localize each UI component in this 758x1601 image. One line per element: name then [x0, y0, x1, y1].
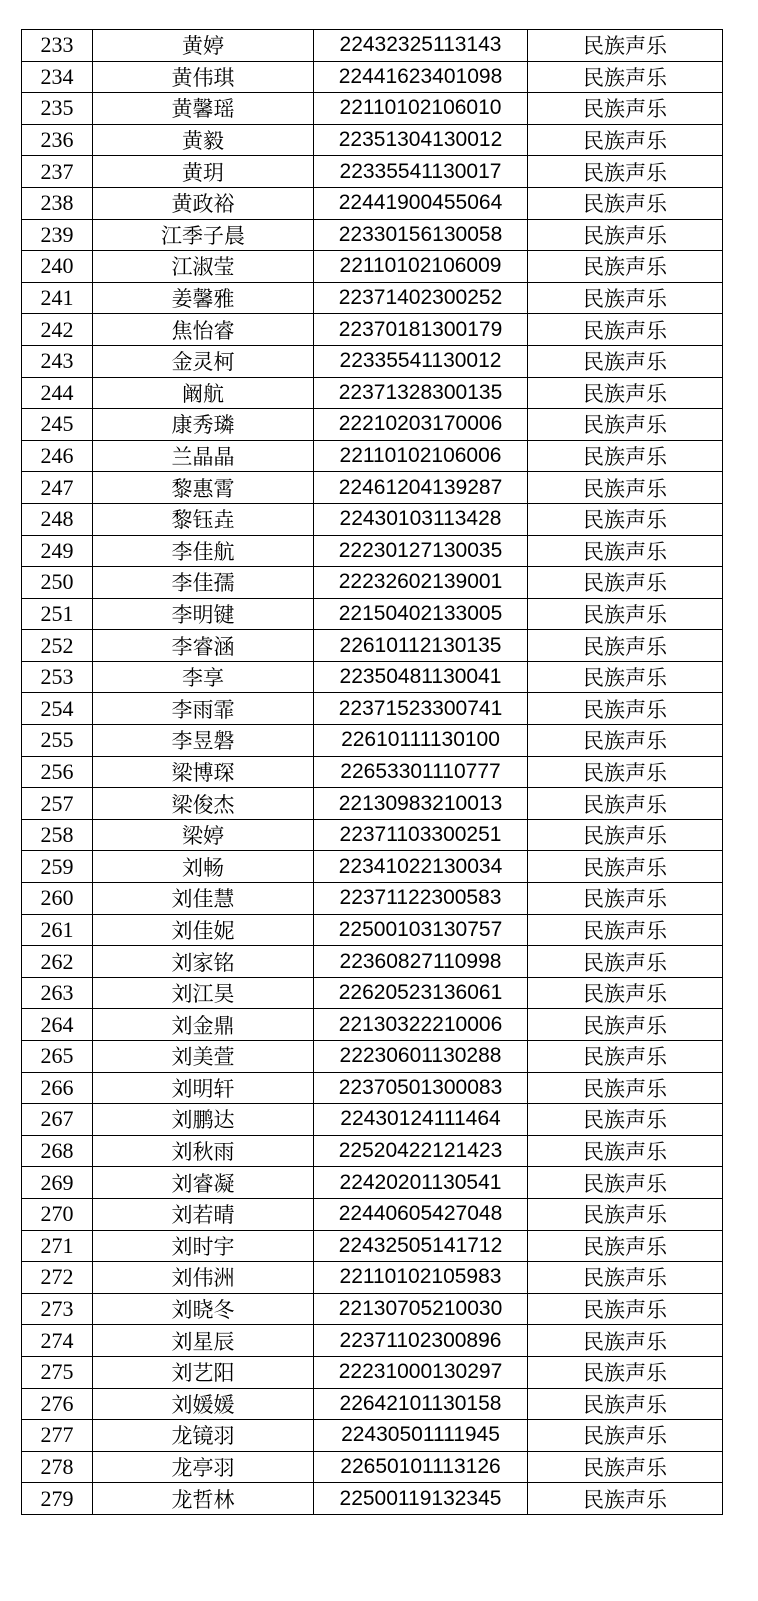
row-number: 274: [22, 1325, 93, 1357]
table-row: [22, 1104, 723, 1136]
row-number: 249: [22, 535, 93, 567]
major-name: 民族声乐: [528, 693, 723, 725]
table-row: [22, 1420, 723, 1452]
candidate-id: 22110102106006: [314, 440, 528, 472]
candidate-name: 李明键: [93, 598, 314, 630]
candidate-name: 李睿涵: [93, 630, 314, 662]
candidate-id: 22341022130034: [314, 851, 528, 883]
major-name: 民族声乐: [528, 156, 723, 188]
candidate-name: 刘时宇: [93, 1230, 314, 1262]
table-row: [22, 345, 723, 377]
candidate-name: 黄伟琪: [93, 61, 314, 93]
candidate-id: 22110102106009: [314, 251, 528, 283]
major-name: 民族声乐: [528, 567, 723, 599]
candidate-id: 22230127130035: [314, 535, 528, 567]
major-name: 民族声乐: [528, 61, 723, 93]
major-name: 民族声乐: [528, 946, 723, 978]
candidate-name: 金灵柯: [93, 345, 314, 377]
major-name: 民族声乐: [528, 282, 723, 314]
table-row: [22, 124, 723, 156]
row-number: 244: [22, 377, 93, 409]
row-number: 273: [22, 1293, 93, 1325]
table-row: [22, 377, 723, 409]
table-row: [22, 630, 723, 662]
candidate-name: 龙镜羽: [93, 1420, 314, 1452]
candidate-name: 刘美萱: [93, 1041, 314, 1073]
candidate-name: 姜馨雅: [93, 282, 314, 314]
candidate-name: 刘媛媛: [93, 1388, 314, 1420]
candidate-name: 黄婷: [93, 30, 314, 62]
row-number: 237: [22, 156, 93, 188]
candidate-id: 22432505141712: [314, 1230, 528, 1262]
candidate-id: 22110102105983: [314, 1262, 528, 1294]
row-number: 243: [22, 345, 93, 377]
candidate-name: 焦怡睿: [93, 314, 314, 346]
candidate-id: 22441623401098: [314, 61, 528, 93]
candidate-id: 22371523300741: [314, 693, 528, 725]
table-row: [22, 883, 723, 915]
row-number: 259: [22, 851, 93, 883]
candidate-name: 刘佳妮: [93, 914, 314, 946]
row-number: 260: [22, 883, 93, 915]
row-number: 267: [22, 1104, 93, 1136]
major-name: 民族声乐: [528, 1262, 723, 1294]
row-number: 279: [22, 1483, 93, 1515]
candidate-id: 22371103300251: [314, 819, 528, 851]
major-name: 民族声乐: [528, 314, 723, 346]
candidate-name: 刘明轩: [93, 1072, 314, 1104]
row-number: 275: [22, 1356, 93, 1388]
candidate-id: 22232602139001: [314, 567, 528, 599]
major-name: 民族声乐: [528, 1356, 723, 1388]
candidate-id: 22620523136061: [314, 977, 528, 1009]
candidate-name: 梁博琛: [93, 756, 314, 788]
candidate-id: 22371328300135: [314, 377, 528, 409]
major-name: 民族声乐: [528, 1388, 723, 1420]
major-name: 民族声乐: [528, 725, 723, 757]
row-number: 252: [22, 630, 93, 662]
candidate-id: 22520422121423: [314, 1135, 528, 1167]
major-name: 民族声乐: [528, 1230, 723, 1262]
candidate-name: 梁俊杰: [93, 788, 314, 820]
row-number: 238: [22, 187, 93, 219]
candidate-id: 22371102300896: [314, 1325, 528, 1357]
table-row: [22, 314, 723, 346]
major-name: 民族声乐: [528, 1135, 723, 1167]
table-row: [22, 851, 723, 883]
candidate-id: 22610112130135: [314, 630, 528, 662]
candidate-name: 黎钰垚: [93, 503, 314, 535]
major-name: 民族声乐: [528, 1483, 723, 1515]
row-number: 236: [22, 124, 93, 156]
major-name: 民族声乐: [528, 535, 723, 567]
candidate-id: 22642101130158: [314, 1388, 528, 1420]
table-row: [22, 1198, 723, 1230]
candidate-name: 李昱磐: [93, 725, 314, 757]
row-number: 254: [22, 693, 93, 725]
candidate-name: 刘伟洲: [93, 1262, 314, 1294]
row-number: 250: [22, 567, 93, 599]
major-name: 民族声乐: [528, 440, 723, 472]
row-number: 239: [22, 219, 93, 251]
candidate-id: 22430501111945: [314, 1420, 528, 1452]
major-name: 民族声乐: [528, 124, 723, 156]
candidate-name: 龙哲林: [93, 1483, 314, 1515]
candidate-id: 22653301110777: [314, 756, 528, 788]
candidate-id: 22150402133005: [314, 598, 528, 630]
candidate-id: 22500103130757: [314, 914, 528, 946]
table-row: [22, 661, 723, 693]
candidate-id: 22335541130012: [314, 345, 528, 377]
major-name: 民族声乐: [528, 251, 723, 283]
candidate-id: 22130705210030: [314, 1293, 528, 1325]
row-number: 263: [22, 977, 93, 1009]
candidate-id: 22335541130017: [314, 156, 528, 188]
table-row: [22, 282, 723, 314]
row-number: 272: [22, 1262, 93, 1294]
table-row: [22, 61, 723, 93]
candidate-id: 22360827110998: [314, 946, 528, 978]
major-name: 民族声乐: [528, 883, 723, 915]
table-row: [22, 819, 723, 851]
row-number: 233: [22, 30, 93, 62]
candidate-id: 22350481130041: [314, 661, 528, 693]
table-row: [22, 693, 723, 725]
row-number: 276: [22, 1388, 93, 1420]
major-name: 民族声乐: [528, 977, 723, 1009]
table-row: [22, 1356, 723, 1388]
row-number: 265: [22, 1041, 93, 1073]
major-name: 民族声乐: [528, 503, 723, 535]
candidate-id: 22650101113126: [314, 1451, 528, 1483]
candidate-name: 李雨霏: [93, 693, 314, 725]
candidate-name: 刘鹏达: [93, 1104, 314, 1136]
row-number: 270: [22, 1198, 93, 1230]
candidate-name: 康秀璘: [93, 409, 314, 441]
table-row: [22, 1483, 723, 1515]
candidate-name: 黄玥: [93, 156, 314, 188]
row-number: 235: [22, 93, 93, 125]
table-row: [22, 1325, 723, 1357]
major-name: 民族声乐: [528, 1009, 723, 1041]
row-number: 262: [22, 946, 93, 978]
table-row: [22, 30, 723, 62]
row-number: 266: [22, 1072, 93, 1104]
table-row: [22, 1451, 723, 1483]
candidate-name: 刘家铭: [93, 946, 314, 978]
candidate-id: 22370181300179: [314, 314, 528, 346]
table-row: [22, 251, 723, 283]
table-row: [22, 1072, 723, 1104]
row-number: 255: [22, 725, 93, 757]
candidate-name: 黄馨瑶: [93, 93, 314, 125]
table-row: [22, 725, 723, 757]
candidate-id: 22351304130012: [314, 124, 528, 156]
row-number: 278: [22, 1451, 93, 1483]
table-row: [22, 1388, 723, 1420]
major-name: 民族声乐: [528, 1325, 723, 1357]
candidate-name: 刘金鼎: [93, 1009, 314, 1041]
table-row: [22, 1041, 723, 1073]
table-row: [22, 946, 723, 978]
table-row: [22, 93, 723, 125]
candidate-name: 阚航: [93, 377, 314, 409]
row-number: 257: [22, 788, 93, 820]
row-number: 240: [22, 251, 93, 283]
row-number: 258: [22, 819, 93, 851]
candidate-id: 22130983210013: [314, 788, 528, 820]
major-name: 民族声乐: [528, 1198, 723, 1230]
table-row: [22, 788, 723, 820]
table-row: [22, 598, 723, 630]
major-name: 民族声乐: [528, 30, 723, 62]
row-number: 241: [22, 282, 93, 314]
table-row: [22, 1230, 723, 1262]
candidate-table: [21, 29, 723, 1515]
table-row: [22, 503, 723, 535]
candidate-name: 刘畅: [93, 851, 314, 883]
row-number: 269: [22, 1167, 93, 1199]
candidate-name: 刘佳慧: [93, 883, 314, 915]
major-name: 民族声乐: [528, 661, 723, 693]
major-name: 民族声乐: [528, 1420, 723, 1452]
candidate-name: 李佳孺: [93, 567, 314, 599]
major-name: 民族声乐: [528, 187, 723, 219]
candidate-name: 李享: [93, 661, 314, 693]
candidate-name: 江淑莹: [93, 251, 314, 283]
major-name: 民族声乐: [528, 377, 723, 409]
candidate-name: 龙亭羽: [93, 1451, 314, 1483]
candidate-id: 22130322210006: [314, 1009, 528, 1041]
candidate-id: 22420201130541: [314, 1167, 528, 1199]
candidate-id: 22231000130297: [314, 1356, 528, 1388]
candidate-name: 兰晶晶: [93, 440, 314, 472]
major-name: 民族声乐: [528, 1041, 723, 1073]
table-row: [22, 914, 723, 946]
candidate-id: 22441900455064: [314, 187, 528, 219]
table-row: [22, 535, 723, 567]
major-name: 民族声乐: [528, 1451, 723, 1483]
major-name: 民族声乐: [528, 1104, 723, 1136]
major-name: 民族声乐: [528, 93, 723, 125]
table-row: [22, 1262, 723, 1294]
row-number: 264: [22, 1009, 93, 1041]
candidate-name: 黎惠霄: [93, 472, 314, 504]
major-name: 民族声乐: [528, 914, 723, 946]
candidate-id: 22210203170006: [314, 409, 528, 441]
candidate-id: 22610111130100: [314, 725, 528, 757]
candidate-id: 22500119132345: [314, 1483, 528, 1515]
candidate-id: 22230601130288: [314, 1041, 528, 1073]
candidate-id: 22330156130058: [314, 219, 528, 251]
row-number: 256: [22, 756, 93, 788]
major-name: 民族声乐: [528, 851, 723, 883]
candidate-name: 黄毅: [93, 124, 314, 156]
candidate-id: 22430124111464: [314, 1104, 528, 1136]
major-name: 民族声乐: [528, 345, 723, 377]
table-row: [22, 472, 723, 504]
table-row: [22, 1009, 723, 1041]
table-row: [22, 1293, 723, 1325]
row-number: 253: [22, 661, 93, 693]
candidate-id: 22440605427048: [314, 1198, 528, 1230]
major-name: 民族声乐: [528, 819, 723, 851]
candidate-id: 22371122300583: [314, 883, 528, 915]
candidate-name: 刘艺阳: [93, 1356, 314, 1388]
candidate-name: 李佳航: [93, 535, 314, 567]
major-name: 民族声乐: [528, 472, 723, 504]
row-number: 248: [22, 503, 93, 535]
candidate-id: 22461204139287: [314, 472, 528, 504]
table-row: [22, 1167, 723, 1199]
table-row: [22, 977, 723, 1009]
candidate-name: 江季子晨: [93, 219, 314, 251]
table-row: [22, 1135, 723, 1167]
row-number: 251: [22, 598, 93, 630]
candidate-name: 刘秋雨: [93, 1135, 314, 1167]
row-number: 268: [22, 1135, 93, 1167]
candidate-id: 22370501300083: [314, 1072, 528, 1104]
candidate-name: 刘星辰: [93, 1325, 314, 1357]
row-number: 246: [22, 440, 93, 472]
major-name: 民族声乐: [528, 788, 723, 820]
candidate-id: 22110102106010: [314, 93, 528, 125]
candidate-name: 梁婷: [93, 819, 314, 851]
table-row: [22, 756, 723, 788]
row-number: 247: [22, 472, 93, 504]
major-name: 民族声乐: [528, 756, 723, 788]
candidate-id: 22432325113143: [314, 30, 528, 62]
major-name: 民族声乐: [528, 219, 723, 251]
candidate-id: 22371402300252: [314, 282, 528, 314]
row-number: 271: [22, 1230, 93, 1262]
candidate-name: 刘若晴: [93, 1198, 314, 1230]
table-row: [22, 219, 723, 251]
candidate-name: 黄政裕: [93, 187, 314, 219]
major-name: 民族声乐: [528, 1167, 723, 1199]
major-name: 民族声乐: [528, 598, 723, 630]
candidate-id: 22430103113428: [314, 503, 528, 535]
table-row: [22, 409, 723, 441]
row-number: 245: [22, 409, 93, 441]
table-row: [22, 440, 723, 472]
candidate-name: 刘江昊: [93, 977, 314, 1009]
row-number: 242: [22, 314, 93, 346]
table-row: [22, 187, 723, 219]
row-number: 261: [22, 914, 93, 946]
table-body: [22, 30, 723, 1515]
major-name: 民族声乐: [528, 630, 723, 662]
row-number: 277: [22, 1420, 93, 1452]
major-name: 民族声乐: [528, 1293, 723, 1325]
row-number: 234: [22, 61, 93, 93]
table-row: [22, 567, 723, 599]
major-name: 民族声乐: [528, 409, 723, 441]
table-row: [22, 156, 723, 188]
candidate-name: 刘睿凝: [93, 1167, 314, 1199]
candidate-name: 刘晓冬: [93, 1293, 314, 1325]
major-name: 民族声乐: [528, 1072, 723, 1104]
results-sheet: [21, 29, 723, 1515]
